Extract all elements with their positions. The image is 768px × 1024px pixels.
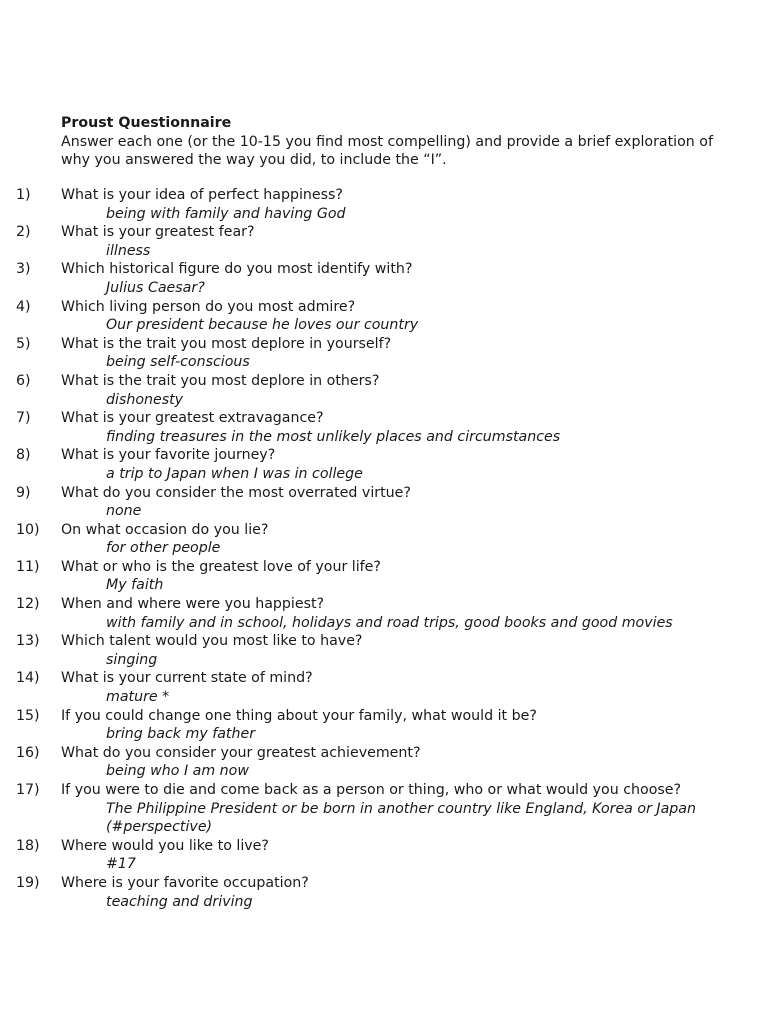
question-number: 14) (16, 670, 40, 687)
question-number: 17) (16, 782, 40, 798)
question-text: What is the trait you most deplore in yourself? (61, 335, 392, 352)
list-item (0, 484, 768, 521)
question-number: 7) (16, 410, 31, 427)
question-text: When and where were you happiest? (61, 596, 325, 613)
answer-text: singing (106, 651, 158, 668)
list-item (0, 707, 768, 744)
answer-text: teaching and driving (106, 893, 253, 910)
question-text: If you could change one thing about your family, what would it be? (61, 707, 537, 724)
question-number: 19) (16, 874, 40, 891)
list-item (0, 298, 768, 335)
answer-text: being self-conscious (106, 354, 250, 371)
answer-text: Julius Caesar? (106, 279, 205, 296)
question-text: Where would you like to live? (61, 837, 269, 854)
question-text: What is your idea of perfect happiness? (61, 187, 343, 203)
list-item (0, 260, 768, 297)
question-number: 16) (16, 744, 40, 761)
question-number: 11) (16, 558, 40, 575)
question-text: What is the trait you most deplore in others? (61, 372, 380, 389)
list-item (0, 595, 768, 632)
answer-text: a trip to Japan when I was in college (106, 465, 363, 482)
answer-text: being with family and having God (106, 205, 346, 222)
question-text: If you were to die and come back as a person or thing, who or what would you choose? (61, 782, 682, 798)
question-text: Where is your favorite occupation? (61, 874, 309, 891)
answer-text: My faith (106, 577, 164, 594)
question-text: What is your greatest fear? (61, 224, 255, 241)
list-item (0, 632, 768, 669)
document-intro: Answer each one (or the 10-15 you find most compelling) and provide a brief exploration of why you answered the way you did, to include the “I”. (61, 133, 713, 169)
answer-text: for other people (106, 540, 221, 557)
question-text: What is your favorite journey? (61, 447, 276, 464)
question-text: What is your greatest extravagance? (61, 410, 324, 427)
answer-text: illness (106, 242, 151, 259)
question-number: 10) (16, 521, 40, 538)
question-text: What is your current state of mind? (61, 670, 313, 687)
question-text: What do you consider the most overrated virtue? (61, 484, 411, 501)
list-item (0, 409, 768, 446)
question-number: 3) (16, 261, 31, 278)
answer-text: being who I am now (106, 763, 249, 780)
list-item (0, 781, 768, 837)
list-item (0, 186, 768, 223)
question-text: What do you consider your greatest achievement? (61, 744, 421, 761)
question-text: Which historical figure do you most identify with? (61, 261, 413, 278)
question-number: 18) (16, 837, 40, 854)
list-item (0, 669, 768, 706)
answer-text: finding treasures in the most unlikely places and circumstances (106, 428, 561, 445)
question-number: 4) (16, 298, 31, 315)
question-number: 6) (16, 372, 31, 389)
document-header (61, 114, 721, 170)
list-item (0, 744, 768, 781)
answer-text: dishonesty (106, 391, 184, 408)
answer-text: with family and in school, holidays and road trips, good books and good movies (106, 614, 673, 631)
question-text: What or who is the greatest love of your life? (61, 558, 381, 575)
question-number: 9) (16, 484, 31, 501)
question-number: 2) (16, 224, 31, 241)
question-number: 5) (16, 335, 31, 352)
question-list (0, 186, 768, 911)
question-number: 12) (16, 596, 40, 613)
answer-text: Our president because he loves our country (106, 317, 419, 334)
list-item (0, 372, 768, 409)
answer-text: mature * (106, 689, 170, 706)
answer-text: bring back my father (106, 726, 256, 743)
list-item (0, 223, 768, 260)
question-number: 15) (16, 707, 40, 724)
answer-text: none (106, 503, 142, 520)
question-text: Which talent would you most like to have? (61, 633, 363, 650)
list-item (0, 446, 768, 483)
question-number: 13) (16, 633, 40, 650)
answer-text: The Philippine President or be born in another country like England, Korea or Japan (#perspective) (106, 800, 696, 836)
list-item (0, 874, 768, 911)
question-number: 8) (16, 447, 31, 464)
list-item (0, 837, 768, 874)
question-text: On what occasion do you lie? (61, 521, 269, 538)
question-number: 1) (16, 187, 31, 203)
answer-text: #17 (106, 856, 136, 873)
list-item (0, 521, 768, 558)
list-item (0, 335, 768, 372)
question-text: Which living person do you most admire? (61, 298, 356, 315)
document-title: Proust Questionnaire (61, 115, 232, 131)
list-item (0, 558, 768, 595)
